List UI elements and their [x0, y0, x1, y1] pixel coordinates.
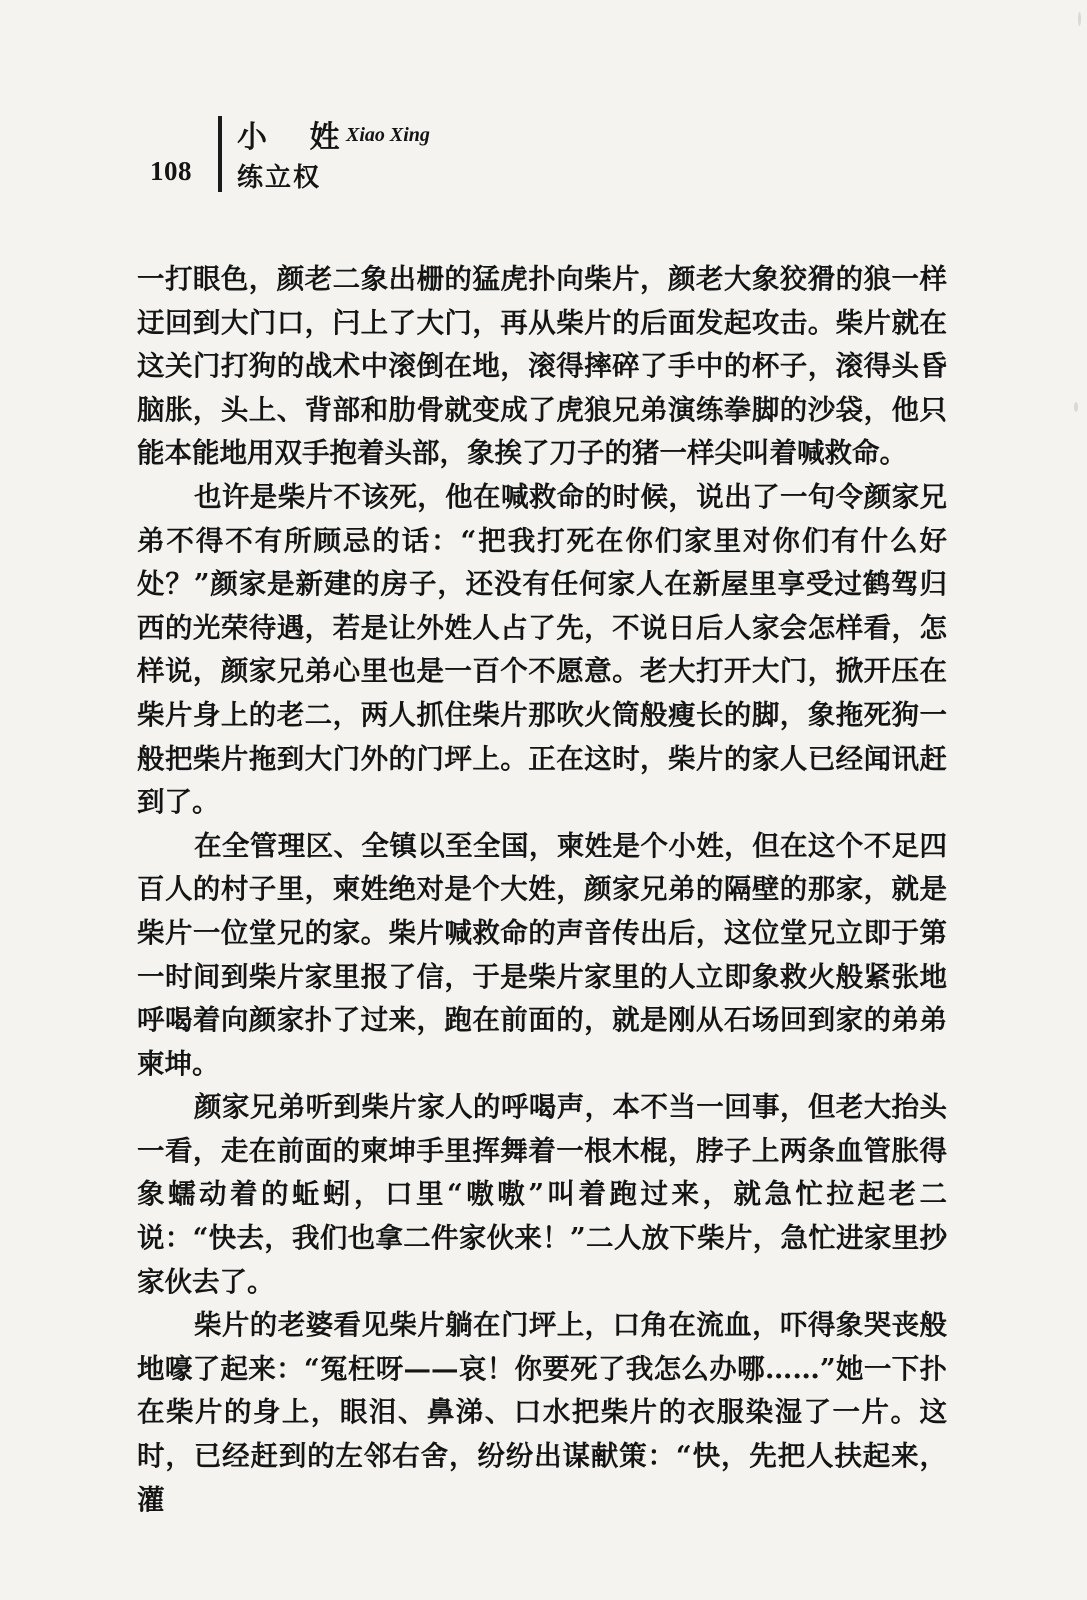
scan-speck: [1074, 402, 1078, 412]
paragraph: 颜家兄弟听到柴片家人的呼喝声，本不当一回事，但老大抬头一看，走在前面的柬坤手里挥舞着一根木棍，脖子上两条血管胀得象蠕动着的蚯蚓，口里“嗷嗷”叫着跑过来，就急忙拉起老二说：“快去，我们也拿二件家伙来！”二人放下柴片，急忙进家里抄家伙去了。: [137, 1091, 947, 1298]
paragraph: 也许是柴片不该死，他在喊救命的时候，说出了一句令颜家兄弟不得不有所顾忌的话：“把我打死在你们家里对你们有什么好处？”颜家是新建的房子，还没有任何家人在新屋里享受过鹤驾归西的光荣待遇，若是让外姓人占了先，不说日后人家会怎样看，怎样说，颜家兄弟心里也是一百个不愿意。老大打开大门，掀开压在柴片身上的老二，两人抓住柴片那吹火筒般瘦长的脚，象拖死狗一般把柴片拖到大门外的门坪上。正在这时，柴片的家人已经闻讯赶到了。: [137, 480, 947, 819]
running-header: [150, 110, 550, 200]
scan-speck: [1078, 12, 1081, 26]
paragraph: 柴片的老婆看见柴片躺在门坪上，口角在流血，吓得象哭丧般地嚎了起来：“冤枉呀——哀！你要死了我怎么办哪……”她一下扑在柴片的身上，眼泪、鼻涕、口水把柴片的衣服染湿了一片。这时，已经赶到的左邻右舍，纷纷出谋献策：“快，先把人扶起来，灌: [137, 1309, 947, 1516]
author-name: 练立权: [237, 163, 322, 193]
paragraph: 一打眼色，颜老二象出栅的猛虎扑向柴片，颜老大象狡猾的狼一样迂回到大门口，闩上了大门，再从柴片的后面发起攻击。柴片就在这关门打狗的战术中滚倒在地，滚得摔碎了手中的杯子，滚得头昏脑胀，头上、背部和肋骨就变成了虎狼兄弟演练拳脚的沙袋，他只能本能地用双手抱着头部，象挨了刀子的猪一样尖叫着喊救命。: [137, 263, 947, 470]
story-title: 小 姓: [237, 120, 356, 155]
story-title-pinyin: Xiao Xing: [346, 124, 430, 146]
header-divider: [218, 116, 222, 192]
paragraph: 在全管理区、全镇以至全国，柬姓是个小姓，但在这个不足四百人的村子里，柬姓绝对是个大姓，颜家兄弟的隔壁的那家，就是柴片一位堂兄的家。柴片喊救命的声音传出后，这位堂兄立即于第一时间到柴片家里报了信，于是柴片家里的人立即象救火般紧张地呼喝着向颜家扑了过来，跑在前面的，就是刚从石场回到家的弟弟柬坤。: [137, 829, 947, 1080]
page-number: 108: [150, 156, 192, 186]
body-text: [137, 258, 947, 1522]
